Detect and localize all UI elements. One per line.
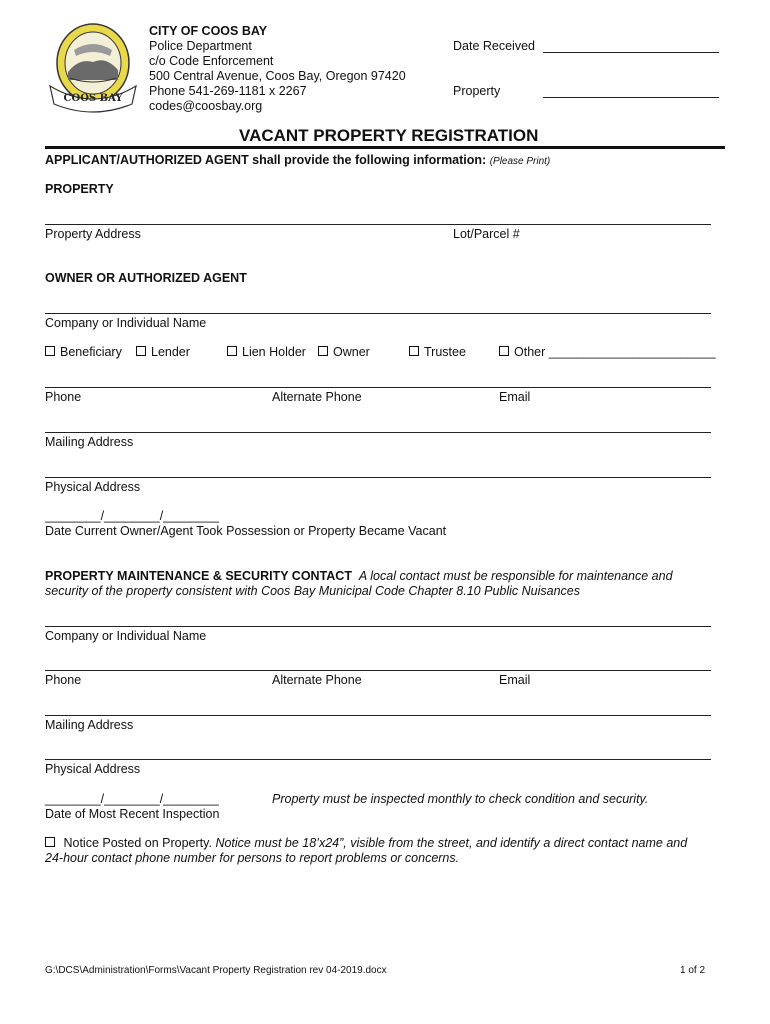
checkbox-beneficiary[interactable] (45, 346, 55, 356)
option-other-label: Other ________________________ (514, 345, 716, 359)
contact-company-label: Company or Individual Name (45, 629, 207, 643)
option-trustee-label: Trustee (424, 345, 466, 359)
title-rule (45, 146, 725, 149)
owner-alt-phone-label: Alternate Phone (272, 390, 362, 404)
option-lien-holder-label: Lien Holder (242, 345, 306, 359)
inspection-date-label: Date of Most Recent Inspection (45, 807, 220, 821)
inspection-note: Property must be inspected monthly to check condition and security. (272, 792, 649, 806)
maintenance-description-1: A local contact must be responsible for maintenance and (358, 569, 673, 583)
department: Police Department (149, 39, 252, 53)
option-lien-holder[interactable] (227, 345, 306, 360)
property-label: Property (453, 84, 501, 98)
owner-physical-field[interactable] (45, 477, 711, 478)
owner-company-label: Company or Individual Name (45, 316, 207, 330)
maintenance-description (45, 569, 725, 584)
option-owner-label: Owner (333, 345, 370, 359)
city-seal (44, 20, 142, 114)
property-address-field[interactable] (45, 224, 711, 225)
instructions (45, 153, 550, 169)
email-address: codes@coosbay.org (149, 99, 263, 113)
division: c/o Code Enforcement (149, 54, 274, 68)
possession-date-field[interactable]: ________/________/________ (45, 509, 219, 523)
owner-mailing-field[interactable] (45, 432, 711, 433)
option-beneficiary[interactable] (45, 345, 122, 360)
lot-parcel-label: Lot/Parcel # (453, 227, 520, 241)
footer-path: G:\DCS\Administration\Forms\Vacant Property Registration rev 04-2019.docx (45, 965, 387, 976)
maintenance-description-2: security of the property consistent with Coos Bay Municipal Code Chapter 8.10 Public Nuisances (45, 584, 580, 598)
contact-alt-phone-label: Alternate Phone (272, 673, 362, 687)
notice-posted[interactable] (45, 836, 735, 851)
contact-physical-field[interactable] (45, 759, 711, 760)
option-lender[interactable] (136, 345, 190, 360)
page-title: VACANT PROPERTY REGISTRATION (239, 126, 539, 145)
maintenance-heading: PROPERTY MAINTENANCE & SECURITY CONTACT (45, 569, 352, 583)
contact-mailing-label: Mailing Address (45, 718, 134, 732)
phone-number: Phone 541-269-1181 x 2267 (149, 84, 307, 98)
owner-heading: OWNER OR AUTHORIZED AGENT (45, 271, 247, 285)
owner-mailing-label: Mailing Address (45, 435, 134, 449)
inspection-date-field[interactable]: ________/________/________ (45, 792, 219, 806)
property-heading: PROPERTY (45, 182, 114, 196)
contact-mailing-field[interactable] (45, 715, 711, 716)
instructions-note: (Please Print) (489, 156, 551, 167)
owner-physical-label: Physical Address (45, 480, 141, 494)
checkbox-other[interactable] (499, 346, 509, 356)
option-trustee[interactable] (409, 345, 466, 360)
property-field[interactable] (543, 97, 719, 98)
possession-date-label: Date Current Owner/Agent Took Possession or Property Became Vacant (45, 524, 447, 538)
owner-email-label: Email (499, 390, 531, 404)
checkbox-lien-holder[interactable] (227, 346, 237, 356)
notice-text-2: 24-hour contact phone number for persons to report problems or concerns. (45, 851, 460, 865)
contact-email-label: Email (499, 673, 531, 687)
option-beneficiary-label: Beneficiary (60, 345, 122, 359)
owner-phone-field[interactable] (45, 387, 711, 388)
checkbox-trustee[interactable] (409, 346, 419, 356)
property-address-label: Property Address (45, 227, 141, 241)
contact-company-field[interactable] (45, 626, 711, 627)
street-address: 500 Central Avenue, Coos Bay, Oregon 97420 (149, 69, 406, 83)
contact-phone-label: Phone (45, 673, 82, 687)
owner-company-field[interactable] (45, 313, 711, 314)
page-number: 1 of 2 (680, 965, 706, 976)
contact-physical-label: Physical Address (45, 762, 141, 776)
option-owner[interactable] (318, 345, 370, 360)
option-other[interactable] (499, 345, 716, 360)
org-name: CITY OF COOS BAY (149, 24, 268, 38)
checkbox-owner[interactable] (318, 346, 328, 356)
svg-text:COOS BAY: COOS BAY (63, 93, 123, 104)
date-received-label: Date Received (453, 39, 535, 53)
option-lender-label: Lender (151, 345, 190, 359)
notice-text-1: Notice must be 18’x24”, visible from the street, and identify a direct contact name and (215, 836, 688, 850)
owner-phone-label: Phone (45, 390, 82, 404)
checkbox-notice-posted[interactable] (45, 837, 55, 847)
contact-phone-field[interactable] (45, 670, 711, 671)
instructions-main: APPLICANT/AUTHORIZED AGENT shall provide the following information: (45, 153, 487, 167)
date-received-field[interactable] (543, 52, 719, 53)
notice-label: Notice Posted on Property. (63, 836, 212, 850)
checkbox-lender[interactable] (136, 346, 146, 356)
